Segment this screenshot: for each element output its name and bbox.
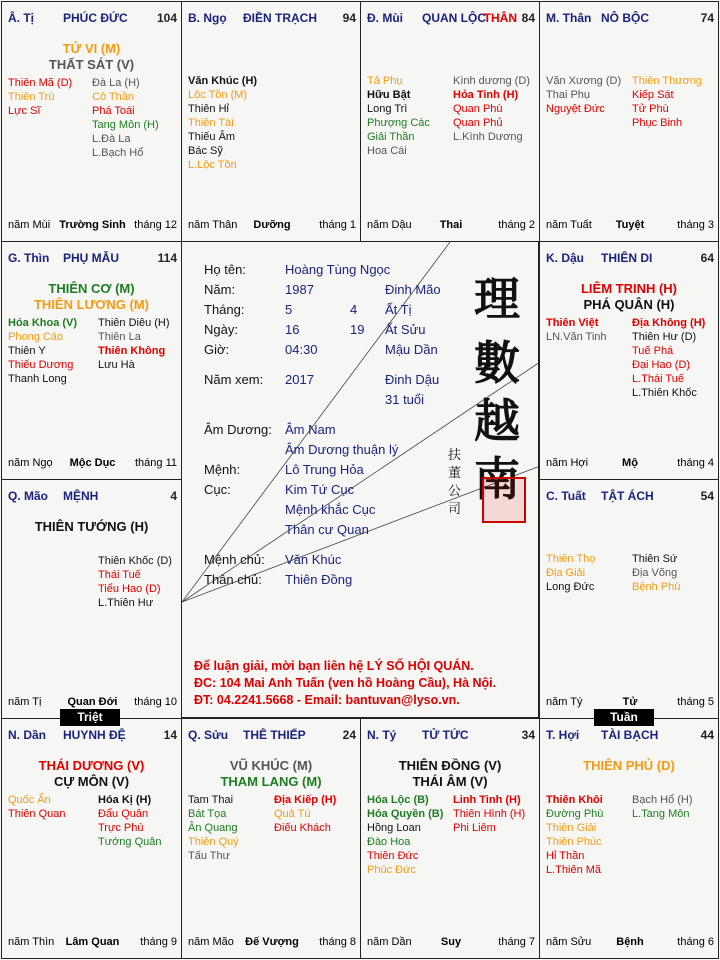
palace-footer	[546, 457, 714, 471]
minor-star: Tả Phụ	[367, 75, 403, 87]
info-v1: Âm Nam	[285, 422, 336, 437]
palace-position: Q. Mão	[8, 489, 49, 503]
minor-star: Thanh Long	[8, 373, 67, 385]
palace-header	[367, 11, 535, 27]
palace-cell-ty[interactable]	[1, 1, 182, 242]
palace-footer	[188, 936, 356, 950]
info-v1: Mệnh khắc Cục	[285, 502, 376, 517]
triet-marker: Triệt	[60, 709, 120, 726]
footer-year: năm Thìn	[8, 936, 55, 948]
main-star: THIÊN ĐỒNG (V)	[398, 758, 502, 773]
palace-footer	[367, 219, 535, 233]
palace-number: 44	[700, 728, 714, 742]
minor-star: Hóa Kị (H)	[98, 794, 152, 806]
star-list	[274, 793, 336, 835]
tuan-marker: Tuần	[594, 709, 654, 726]
minor-star: Thiên Quý	[188, 836, 239, 848]
palace-cell-mui[interactable]	[360, 1, 540, 242]
palace-header	[367, 728, 535, 744]
palace-name: ĐIỀN TRẠCH	[243, 11, 317, 25]
info-v2: 4	[350, 302, 358, 317]
footer-stage: Bệnh	[616, 936, 644, 948]
minor-star: Thiên Tài	[188, 117, 234, 129]
footer-year: năm Tuất	[546, 219, 592, 231]
palace-number: 14	[163, 728, 177, 742]
info-label: Năm:	[204, 282, 236, 297]
palace-number: 104	[156, 11, 177, 25]
minor-star: Tấu Thư	[188, 850, 231, 862]
main-star: THÁI DƯƠNG (V)	[38, 758, 145, 773]
minor-star: Hóa Quyền (B)	[367, 808, 444, 820]
palace-footer	[8, 219, 177, 233]
minor-star: Ân Quang	[188, 822, 238, 834]
palace-position: G. Thìn	[8, 251, 50, 265]
palace-number: 114	[157, 251, 177, 265]
palace-number: 4	[170, 489, 177, 503]
info-v1: Thiên Đồng	[285, 572, 353, 587]
minor-star: Địa Giải	[546, 567, 586, 579]
info-v3: Ất Tị	[385, 302, 412, 317]
palace-name: PHÚC ĐỨC	[63, 11, 128, 25]
palace-name: TÀI BẠCH	[601, 728, 659, 742]
palace-number: 24	[342, 728, 356, 742]
palace-header	[546, 489, 714, 505]
star-list	[546, 74, 621, 116]
footer-stage: Mộ	[622, 457, 638, 469]
palace-header	[546, 251, 714, 267]
minor-star: Hóa Khoa (V)	[8, 317, 78, 329]
info-v1: Hoàng Tùng Ngọc	[285, 262, 391, 277]
minor-star: Tang Môn (H)	[92, 119, 159, 131]
palace-footer	[546, 696, 714, 710]
minor-star: Điếu Khách	[274, 822, 331, 834]
star-list	[453, 74, 530, 144]
info-v3: 31 tuổi	[385, 392, 425, 407]
footer-year: năm Tị	[8, 696, 42, 708]
minor-star: Lực Sĩ	[8, 105, 41, 117]
palace-name: THIÊN DI	[601, 251, 653, 265]
footer-month: tháng 5	[677, 696, 714, 708]
star-list	[8, 316, 77, 386]
footer-year: năm Hợi	[546, 457, 589, 469]
minor-star: Thiên Không	[98, 345, 166, 357]
calligraphy-char: 理	[474, 272, 520, 326]
footer-year: năm Thân	[188, 219, 238, 231]
palace-footer	[8, 696, 177, 710]
minor-star: L.Tang Môn	[632, 808, 690, 820]
minor-star: Đà La (H)	[92, 77, 140, 89]
star-list	[453, 793, 525, 835]
minor-star: Đại Hao (D)	[632, 359, 691, 371]
footer-month: tháng 2	[498, 219, 535, 231]
red-seal-stamp	[482, 477, 526, 523]
minor-star: L.Thiên Hư	[98, 597, 154, 609]
palace-position: B. Ngọ	[188, 11, 227, 25]
main-star: VŨ KHÚC (M)	[229, 758, 313, 773]
main-star: THIÊN TƯỚNG (H)	[34, 519, 149, 534]
palace-header	[8, 728, 177, 744]
minor-star: LN.Văn Tinh	[546, 331, 607, 343]
footer-month: tháng 7	[498, 936, 535, 948]
palace-header	[8, 489, 177, 505]
main-star: THIÊN LƯƠNG (M)	[33, 297, 150, 312]
minor-star: Tử Phù	[632, 103, 669, 115]
palace-header	[188, 11, 356, 27]
info-v1: Thân cư Quan	[285, 522, 369, 537]
footer-month: tháng 1	[319, 219, 356, 231]
contact-phone-email: ĐT: 04.2241.5668 - Email: bantuvan@lyso.vn.	[194, 693, 460, 707]
palace-position: M. Thân	[546, 11, 592, 25]
palace-footer	[546, 936, 714, 950]
minor-star: L.Thiên Khốc	[632, 387, 697, 399]
info-label: Ngày:	[204, 322, 238, 337]
minor-star: Thiếu Dương	[8, 359, 74, 371]
palace-number: 84	[521, 11, 535, 25]
palace-number: 54	[700, 489, 714, 503]
minor-star: Kiếp Sát	[632, 89, 674, 101]
minor-star: Thiên Quan	[8, 808, 66, 820]
minor-star: Thiên Đức	[367, 850, 419, 862]
minor-star: L.Lộc Tồn	[188, 159, 237, 171]
contact-line-1: Để luận giải, mời bạn liên hệ LÝ SỐ HỘI QUÁN.	[194, 659, 474, 673]
footer-month: tháng 6	[677, 936, 714, 948]
star-list	[92, 76, 159, 160]
minor-star: Đường Phù	[546, 808, 604, 820]
footer-year: năm Sửu	[546, 936, 592, 948]
info-v1: Kim Tứ Cục	[285, 482, 355, 497]
footer-year: năm Mùi	[8, 219, 51, 231]
minor-star: Phá Toái	[92, 105, 135, 117]
footer-month: tháng 10	[134, 696, 177, 708]
palace-position: Q. Sửu	[188, 728, 229, 742]
minor-star: Tiểu Hao (D)	[98, 583, 161, 595]
minor-star: Thiên Hư (D)	[632, 331, 697, 343]
info-v1: 1987	[285, 282, 314, 297]
minor-star: Quan Phù	[453, 103, 503, 115]
palace-name: TẬT ÁCH	[601, 489, 654, 503]
info-label: Họ tên:	[204, 262, 246, 277]
minor-star: L.Thái Tuế	[632, 373, 684, 385]
star-list	[546, 793, 603, 877]
minor-star: L.Thiên Mã	[546, 864, 602, 876]
palace-name: QUAN LỘC	[422, 11, 486, 25]
palace-name: HUYNH ĐỆ	[63, 728, 126, 742]
palace-position: T. Hợi	[546, 728, 580, 742]
footer-stage: Quan Đới	[67, 696, 118, 708]
footer-month: tháng 12	[134, 219, 177, 231]
minor-star: Thiên Trù	[8, 91, 55, 103]
info-v1: 16	[285, 322, 300, 337]
minor-star: Tam Thai	[188, 794, 234, 806]
minor-star: Thiên Thương	[632, 75, 703, 87]
star-list	[367, 74, 430, 158]
minor-star: Thai Phụ	[546, 89, 591, 101]
minor-star: Địa Võng	[632, 567, 678, 579]
palace-name: MỆNH	[63, 489, 99, 503]
info-v1: 2017	[285, 372, 314, 387]
center-panel	[181, 241, 539, 718]
minor-star: Thiên Phúc	[546, 836, 602, 848]
footer-year: năm Ngọ	[8, 457, 53, 469]
minor-star: Bệnh Phù	[632, 581, 681, 593]
info-v1: Lô Trung Hỏa	[285, 462, 364, 477]
minor-star: Bác Sỹ	[188, 145, 223, 157]
footer-month: tháng 3	[677, 219, 714, 231]
minor-star: Thiên Mã (D)	[8, 77, 73, 89]
footer-stage: Trường Sinh	[59, 219, 126, 231]
minor-star: Long Trì	[367, 103, 408, 115]
minor-star: Quả Tú	[274, 808, 311, 820]
minor-star: Đẩu Quân	[98, 808, 149, 820]
info-label: Mệnh:	[204, 462, 241, 477]
star-list	[632, 74, 702, 130]
info-label: Năm xem:	[204, 372, 264, 387]
star-list	[8, 76, 72, 118]
star-list	[367, 793, 443, 877]
palace-cell-ngo[interactable]	[181, 1, 361, 242]
palace-cell-dau[interactable]	[539, 241, 719, 480]
minor-star: L.Đà La	[92, 133, 131, 145]
palace-cell-hoi[interactable]	[539, 718, 719, 959]
palace-name: NÔ BỘC	[601, 11, 649, 25]
palace-number: 34	[521, 728, 535, 742]
minor-star: Thiên Diêu (H)	[98, 317, 170, 329]
minor-star: Nguyệt Đức	[546, 103, 605, 115]
palace-position: C. Tuất	[546, 489, 586, 503]
palace-cell-thin[interactable]	[1, 241, 182, 480]
minor-star: Lưu Hà	[98, 359, 135, 371]
palace-cell-dan[interactable]	[1, 718, 182, 959]
footer-stage: Lâm Quan	[65, 936, 120, 948]
minor-star: L.Bạch Hổ	[92, 147, 144, 159]
info-label: Âm Dương:	[204, 422, 272, 437]
minor-star: Quan Phủ	[453, 117, 503, 129]
palace-cell-ty2[interactable]	[360, 718, 540, 959]
minor-star: Thiên Hỉ	[188, 103, 229, 115]
minor-star: Thiên Y	[8, 345, 46, 357]
minor-star: Địa Kiếp (H)	[274, 794, 337, 806]
minor-star: Kình dương (D)	[453, 75, 530, 87]
info-label: Giờ:	[204, 342, 230, 357]
info-label: Cục:	[204, 482, 231, 497]
minor-star: Thiên Khôi	[546, 794, 603, 806]
info-label: Thân chủ:	[204, 572, 262, 587]
minor-star: Phi Liêm	[453, 822, 496, 834]
minor-star: Phong Cáo	[8, 331, 64, 343]
minor-star: Thiên Sứ	[632, 553, 678, 565]
minor-star: Bạch Hổ (H)	[632, 794, 693, 806]
palace-footer	[546, 219, 714, 233]
info-v3: Đinh Mão	[385, 282, 441, 297]
footer-month: tháng 9	[140, 936, 177, 948]
palace-position: Đ. Mùi	[367, 11, 403, 25]
minor-star: Bát Tọa	[188, 808, 227, 820]
minor-star: Hóa Lộc (B)	[367, 794, 429, 806]
calligraphy-char: 越	[474, 394, 520, 448]
star-list	[632, 793, 693, 821]
main-star: THAM LANG (M)	[220, 774, 322, 789]
minor-star: Cô Thần	[92, 91, 134, 103]
star-list	[98, 793, 162, 849]
minor-star: Hữu Bật	[367, 89, 411, 101]
minor-star: Thái Tuế	[98, 569, 141, 581]
palace-header	[188, 728, 356, 744]
palace-cell-than[interactable]	[539, 1, 719, 242]
star-list	[632, 316, 705, 400]
main-star: TỬ VI (M)	[62, 41, 121, 56]
footer-stage: Tuyệt	[615, 219, 645, 231]
minor-star: Phúc Đức	[367, 864, 416, 876]
palace-number: 74	[700, 11, 714, 25]
main-star: THẤT SÁT (V)	[48, 57, 135, 72]
info-v1: Văn Khúc	[285, 552, 342, 567]
palace-header	[546, 728, 714, 744]
footer-month: tháng 11	[134, 457, 177, 469]
minor-star: Thiên Hình (H)	[453, 808, 526, 820]
contact-address: ĐC: 104 Mai Anh Tuấn (ven hồ Hoàng Cầu), Hà Nội.	[194, 676, 497, 690]
palace-position: N. Tý	[367, 728, 397, 742]
minor-star: Thiên Thọ	[546, 553, 596, 565]
minor-star: Quốc Ấn	[8, 794, 51, 806]
minor-star: Phục Binh	[632, 117, 683, 129]
info-v1: Âm Dương thuận lý	[285, 442, 399, 457]
star-list	[8, 793, 65, 821]
minor-star: Văn Khúc (H)	[188, 75, 258, 87]
minor-star: Thiên Khốc (D)	[98, 555, 172, 567]
minor-star: Giải Thần	[367, 131, 415, 143]
calligraphy-char: 數	[474, 336, 520, 390]
minor-star: Đào Hoa	[367, 836, 411, 848]
palace-cell-tuat[interactable]	[539, 479, 719, 719]
palace-cell-suu[interactable]	[181, 718, 361, 959]
main-star: LIÊM TRINH (H)	[580, 281, 678, 296]
minor-star: Tuế Phá	[632, 345, 674, 357]
info-label: Mệnh chủ:	[204, 552, 265, 567]
palace-footer	[188, 219, 356, 233]
palace-name: TỬ TỨC	[422, 728, 469, 742]
main-star: CỰ MÔN (V)	[53, 774, 130, 789]
minor-star: Phượng Các	[367, 117, 430, 129]
minor-star: Hỉ Thần	[546, 850, 585, 862]
footer-stage: Mộc Dục	[69, 457, 116, 469]
info-v3: Đinh Dậu	[385, 372, 440, 387]
footer-year: năm Mão	[188, 936, 234, 948]
palace-footer	[8, 457, 177, 471]
calligraphy-char: 南	[474, 452, 520, 506]
minor-star: L.Kình Dương	[453, 131, 523, 143]
minor-star: Văn Xương (D)	[546, 75, 622, 87]
minor-star: Linh Tinh (H)	[453, 794, 521, 806]
minor-star: Hỏa Tinh (H)	[453, 89, 519, 101]
main-star: THÁI ÂM (V)	[412, 774, 488, 789]
minor-star: Địa Không (H)	[632, 317, 706, 329]
footer-year: năm Dậu	[367, 219, 412, 231]
minor-star: Thiên La	[98, 331, 141, 343]
footer-year: năm Tý	[546, 696, 583, 708]
than-badge: THÂN	[483, 11, 517, 25]
minor-star: Hồng Loan	[367, 822, 421, 834]
star-list	[98, 316, 170, 372]
palace-number: 94	[342, 11, 356, 25]
footer-stage: Dưỡng	[253, 219, 291, 231]
info-v3: Ất Sửu	[385, 322, 426, 337]
palace-header	[546, 11, 714, 27]
company-seal-text: 扶 董 公 司	[448, 448, 462, 517]
star-list	[546, 316, 607, 344]
palace-header	[8, 11, 177, 27]
minor-star: Lộc Tồn (M)	[188, 89, 248, 101]
footer-year: năm Dần	[367, 936, 412, 948]
footer-stage: Tử	[622, 696, 638, 708]
palace-name: PHỤ MẪU	[63, 251, 119, 265]
info-v3: Mậu Dần	[385, 342, 438, 357]
main-star: PHÁ QUÂN (H)	[583, 297, 675, 312]
minor-star: Long Đức	[546, 581, 595, 593]
star-list	[632, 552, 680, 594]
minor-star: Hoa Cái	[367, 145, 407, 157]
star-list	[188, 74, 257, 172]
palace-position: Â. Tị	[8, 11, 34, 25]
palace-footer	[367, 936, 535, 950]
palace-position: K. Dậu	[546, 251, 585, 265]
star-list	[98, 554, 172, 610]
palace-cell-mao[interactable]	[1, 479, 182, 719]
palace-number: 64	[700, 251, 714, 265]
minor-star: Thiếu Âm	[188, 131, 236, 143]
footer-month: tháng 8	[319, 936, 356, 948]
minor-star: Thiên Giải	[546, 822, 597, 834]
footer-month: tháng 4	[677, 457, 714, 469]
palace-name: THÊ THIẾP	[243, 728, 306, 742]
main-star: THIÊN PHỦ (D)	[583, 758, 675, 773]
main-star: THIÊN CƠ (M)	[48, 281, 135, 296]
info-label: Tháng:	[204, 302, 245, 317]
minor-star: Trực Phù	[98, 822, 144, 834]
minor-star: Tướng Quân	[98, 836, 162, 848]
palace-footer	[8, 936, 177, 950]
footer-stage: Đế Vượng	[245, 936, 299, 948]
minor-star: Thiên Việt	[546, 317, 599, 329]
palace-position: N. Dần	[8, 728, 47, 742]
star-list	[188, 793, 239, 863]
info-v2: 19	[350, 322, 365, 337]
info-v1: 04:30	[285, 342, 318, 357]
star-list	[546, 552, 595, 594]
footer-stage: Thai	[439, 219, 463, 231]
info-v1: 5	[285, 302, 293, 317]
footer-stage: Suy	[440, 936, 462, 948]
palace-header	[8, 251, 177, 267]
